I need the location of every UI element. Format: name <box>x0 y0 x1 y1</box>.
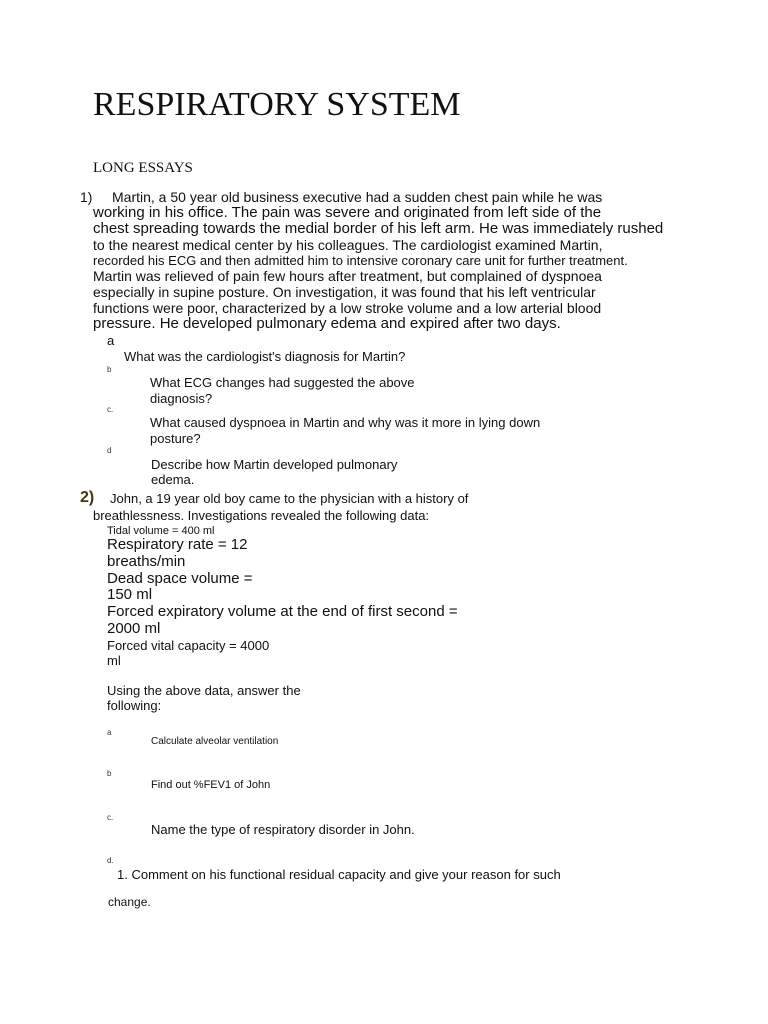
subquestion-letter: b <box>107 365 112 374</box>
subquestion-text: Find out %FEV1 of John <box>151 779 271 791</box>
q1-text-line: working in his office. The pain was severe and originated from left side of the <box>93 204 602 221</box>
subquestion-letter: c. <box>107 813 114 822</box>
data-item: Respiratory rate = 12 <box>107 536 248 553</box>
data-item: Dead space volume = <box>107 570 253 587</box>
subquestion-text: Calculate alveolar ventilation <box>151 736 279 747</box>
q1-text-line: chest spreading towards the medial border of his left arm. He was immediately rushed <box>93 220 664 237</box>
q1-text-line: Martin was relieved of pain few hours after treatment, but complained of dyspnoea <box>93 268 602 284</box>
question-1-number: 1) <box>80 189 93 205</box>
instruction-line: Using the above data, answer the <box>107 683 301 698</box>
q1-text-line: recorded his ECG and then admitted him to intensive coronary care unit for further treatment. <box>93 253 628 268</box>
q1-text-line: Martin, a 50 year old business executive had a sudden chest pain while he was <box>112 189 603 205</box>
section-heading: LONG ESSAYS <box>93 160 193 176</box>
data-item: Tidal volume = 400 ml <box>107 525 215 537</box>
data-item: ml <box>107 653 121 668</box>
data-item: 150 ml <box>107 586 153 603</box>
subquestion-text: What ECG changes had suggested the above <box>150 375 415 390</box>
document-title: RESPIRATORY SYSTEM <box>93 86 461 123</box>
subquestion-text: edema. <box>151 472 195 487</box>
q1-text-line: functions were poor, characterized by a low stroke volume and a low arterial blood <box>93 300 602 316</box>
subquestion-text: Describe how Martin developed pulmonary <box>151 457 398 472</box>
subquestion-text: 1. Comment on his functional residual capacity and give your reason for such <box>117 867 561 882</box>
q1-text-line: pressure. He developed pulmonary edema and expired after two days. <box>93 315 561 332</box>
data-item: breaths/min <box>107 553 186 570</box>
subquestion-letter: c. <box>107 405 114 414</box>
subquestion-letter: b <box>107 769 112 778</box>
subquestion-letter: a <box>107 728 112 737</box>
subquestion-text: diagnosis? <box>150 391 213 406</box>
data-item: 2000 ml <box>107 620 161 637</box>
subquestion-text: What caused dyspnoea in Martin and why was it more in lying down <box>150 415 541 430</box>
q1-text-line: to the nearest medical center by his colleagues. The cardiologist examined Martin, <box>93 237 603 253</box>
subquestion-letter: d <box>107 446 112 455</box>
closing-text: change. <box>108 895 151 909</box>
q1-text-line: especially in supine posture. On investigation, it was found that his left ventricular <box>93 284 596 300</box>
data-item: Forced expiratory volume at the end of first second = <box>107 603 458 620</box>
q2-text-line: breathlessness. Investigations revealed the following data: <box>93 508 430 523</box>
subquestion-text: posture? <box>150 431 201 446</box>
subquestion-text: What was the cardiologist's diagnosis for Martin? <box>124 349 406 364</box>
data-item: Forced vital capacity = 4000 <box>107 638 270 653</box>
subquestion-letter: a <box>107 333 115 348</box>
subquestion-letter: d. <box>107 856 114 865</box>
instruction-line: following: <box>107 698 162 713</box>
subquestion-text: Name the type of respiratory disorder in John. <box>151 822 415 837</box>
q2-text-line: John, a 19 year old boy came to the physician with a history of <box>110 491 469 506</box>
question-2-number: 2) <box>80 489 95 506</box>
